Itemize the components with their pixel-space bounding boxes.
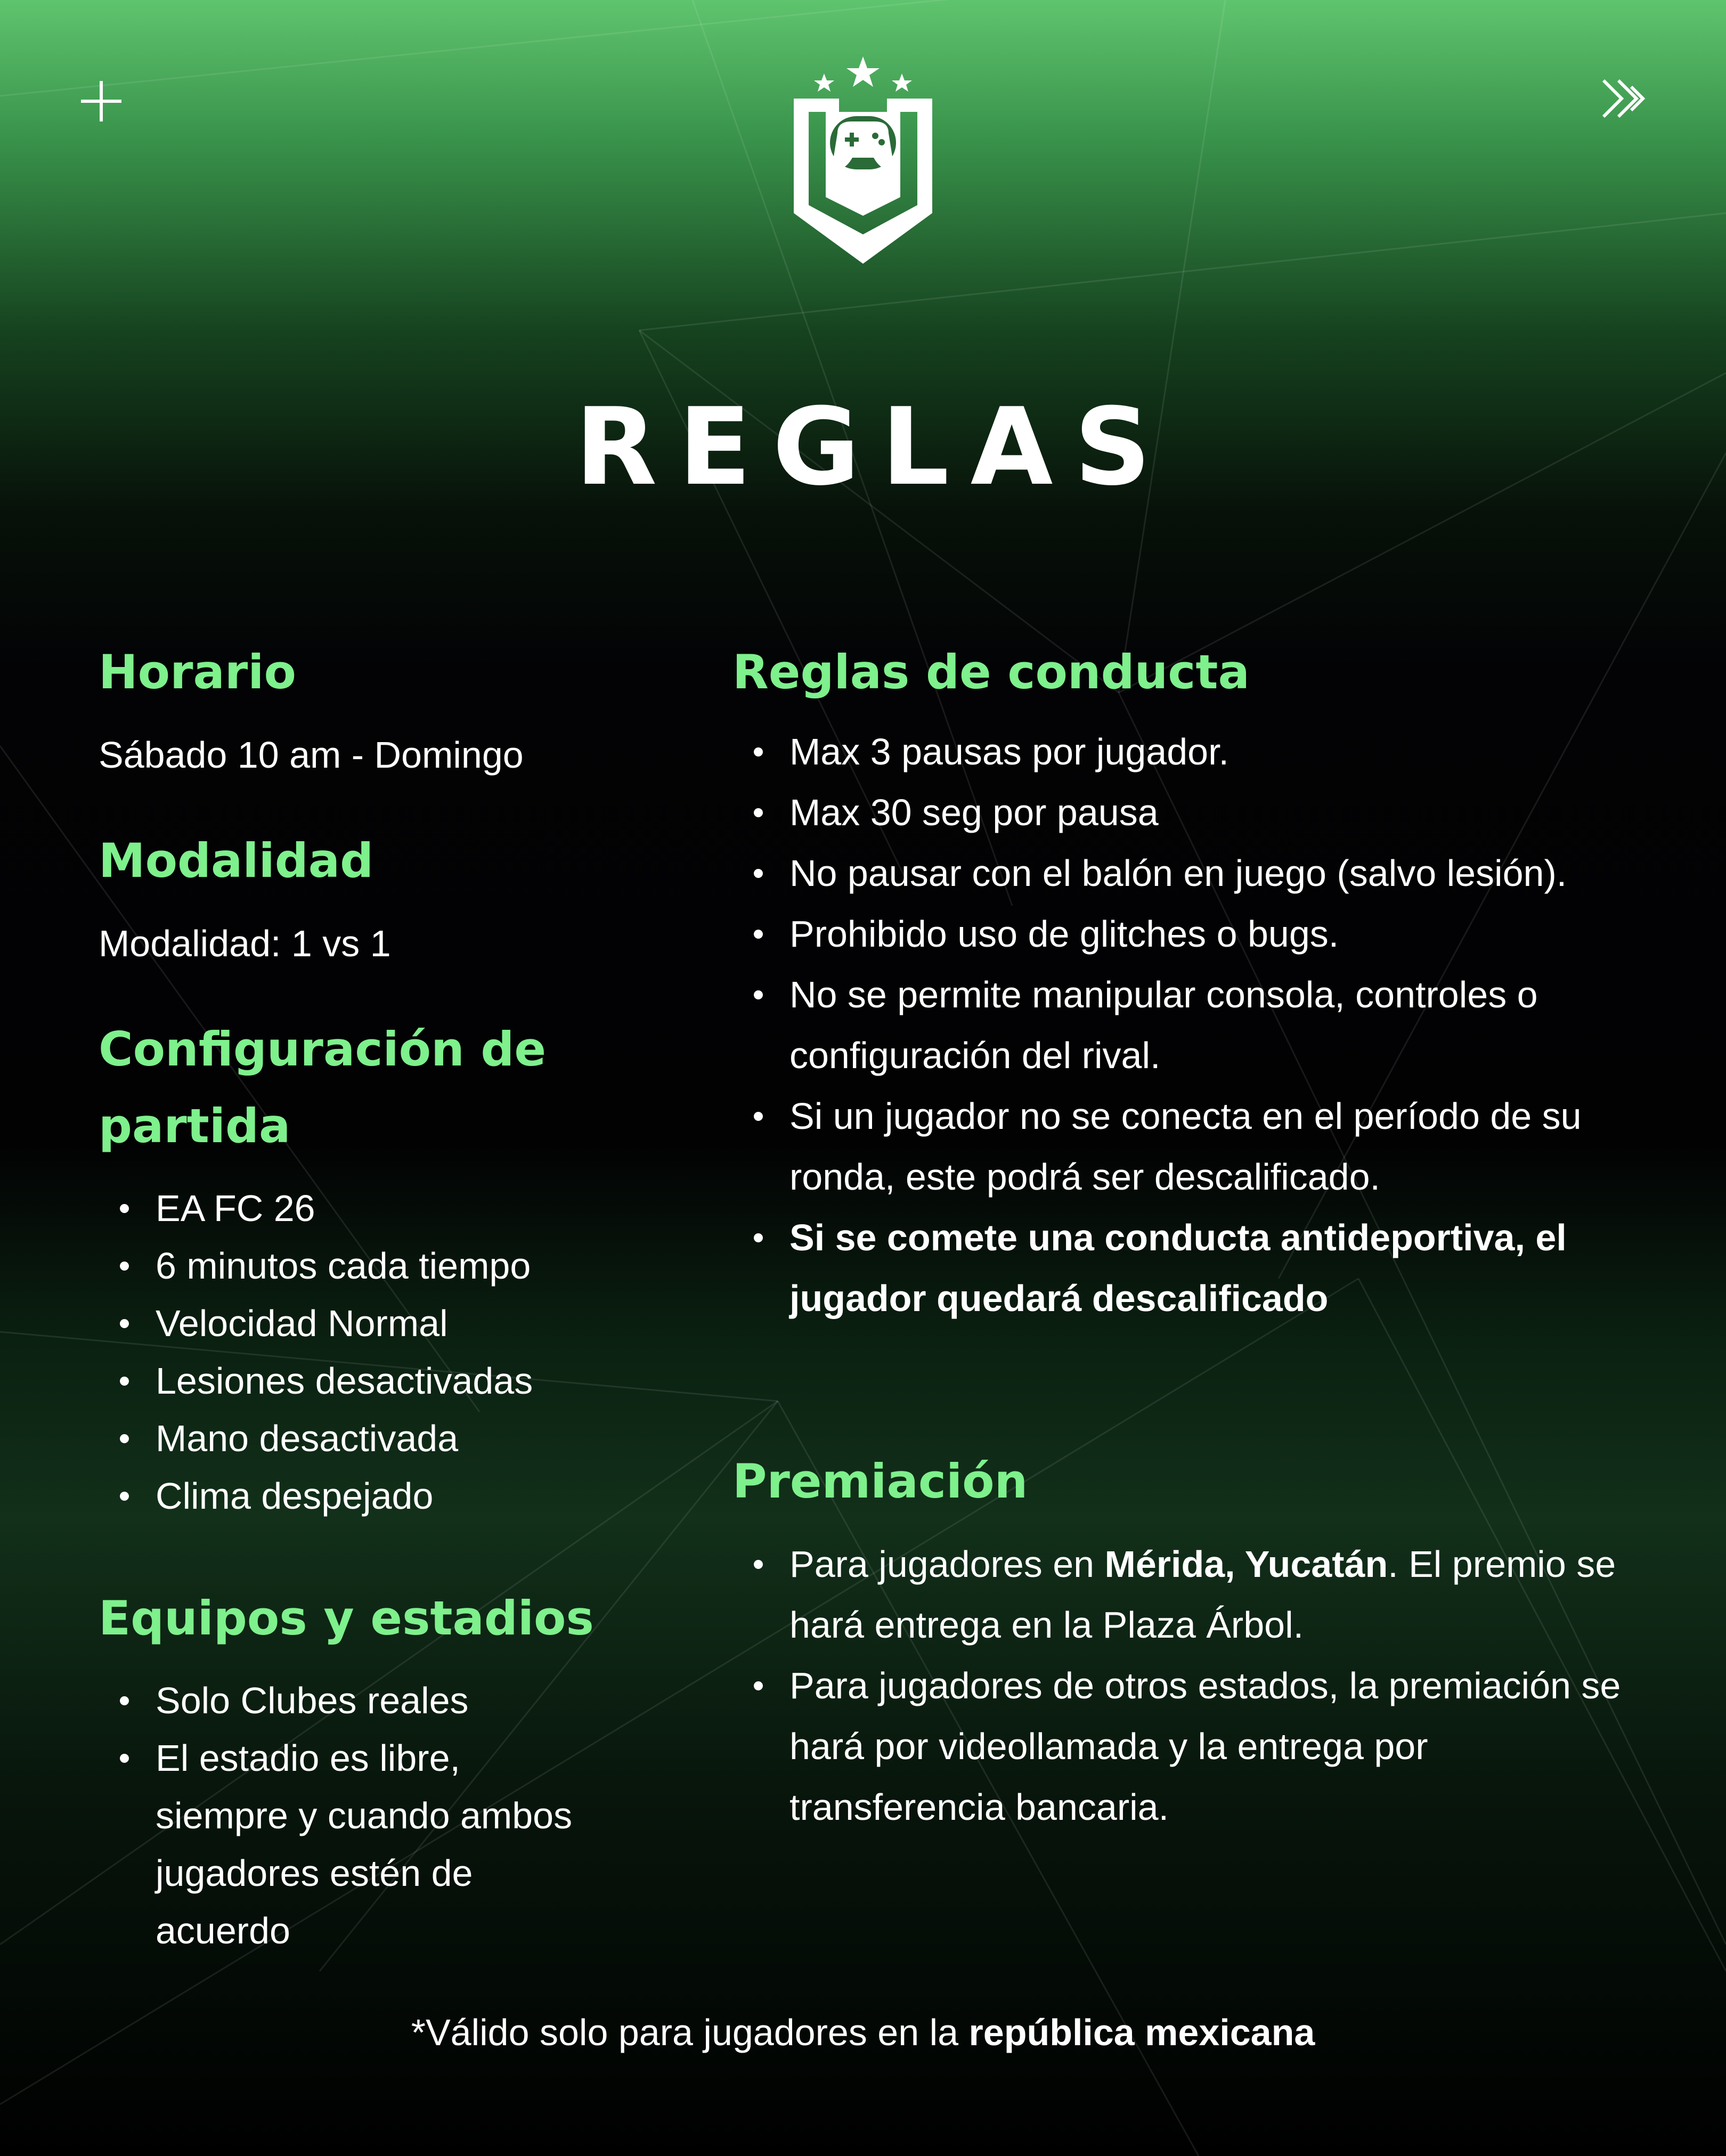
footnote	[0, 2003, 1726, 2062]
equipos-heading: Equipos y estadios	[99, 1591, 594, 1646]
list-item: Velocidad Normal	[99, 1295, 663, 1352]
list-item: Max 30 seg por pausa	[732, 782, 1638, 843]
left-column	[99, 634, 663, 1959]
list-item: Max 3 pausas por jugador.	[732, 721, 1638, 782]
list-item: El estadio es libre, siempre y cuando ambos jugadores estén de acuerdo	[99, 1729, 603, 1959]
star-icon	[892, 74, 912, 92]
list-item: Si se comete una conducta antideportiva, el jugador quedará descalificado	[732, 1207, 1638, 1329]
list-item: No pausar con el balón en juego (salvo lesión).	[732, 843, 1638, 904]
configuracion-heading-line1: Configuración de	[99, 1022, 547, 1077]
premiacion-list	[732, 1534, 1638, 1837]
list-item: Mano desactivada	[99, 1410, 663, 1467]
configuracion-heading	[99, 1011, 663, 1165]
list-item: Lesiones desactivadas	[99, 1352, 663, 1410]
list-item: Para jugadores de otros estados, la premiación se hará por videollamada y la entrega por transferencia bancaria.	[732, 1655, 1638, 1837]
page-title: REGLAS	[575, 385, 1173, 509]
prize-text-post: . El premio se hará entrega en la Plaza Árbol.	[789, 1543, 1616, 1646]
horario-heading: Horario	[99, 645, 296, 699]
list-item: EA FC 26	[99, 1179, 663, 1237]
modalidad-text: Modalidad: 1 vs 1	[99, 923, 391, 964]
list-item: 6 minutos cada tiempo	[99, 1237, 663, 1295]
list-item: Clima despejado	[99, 1467, 663, 1525]
prize-text-pre: Para jugadores en	[789, 1543, 1105, 1585]
conducta-heading: Reglas de conducta	[732, 645, 1250, 699]
list-item: Prohibido uso de glitches o bugs.	[732, 904, 1638, 964]
modalidad-heading: Modalidad	[99, 833, 374, 888]
list-item: No se permite manipular consola, controles o configuración del rival.	[732, 964, 1638, 1086]
shield-gamepad-logo	[794, 53, 932, 266]
double-chevron-right-icon	[1598, 77, 1651, 120]
conducta-list	[732, 721, 1638, 1329]
footnote-text: *Válido solo para jugadores en la	[411, 2012, 969, 2053]
star-icon	[814, 74, 834, 92]
footnote-bold: república mexicana	[968, 2012, 1315, 2053]
list-item: Solo Clubes reales	[99, 1672, 663, 1729]
equipos-list	[99, 1672, 663, 1959]
horario-text: Sábado 10 am - Domingo	[99, 734, 524, 776]
configuracion-list	[99, 1179, 663, 1525]
configuracion-heading-line2: partida	[99, 1099, 291, 1153]
list-item: Si un jugador no se conecta en el período de su ronda, este podrá ser descalificado.	[732, 1086, 1638, 1207]
list-item	[732, 1534, 1638, 1655]
premiacion-heading: Premiación	[732, 1454, 1028, 1509]
star-icon	[846, 56, 880, 87]
right-column	[732, 634, 1638, 1837]
plus-icon	[80, 80, 123, 123]
prize-location: Mérida, Yucatán	[1104, 1543, 1388, 1585]
